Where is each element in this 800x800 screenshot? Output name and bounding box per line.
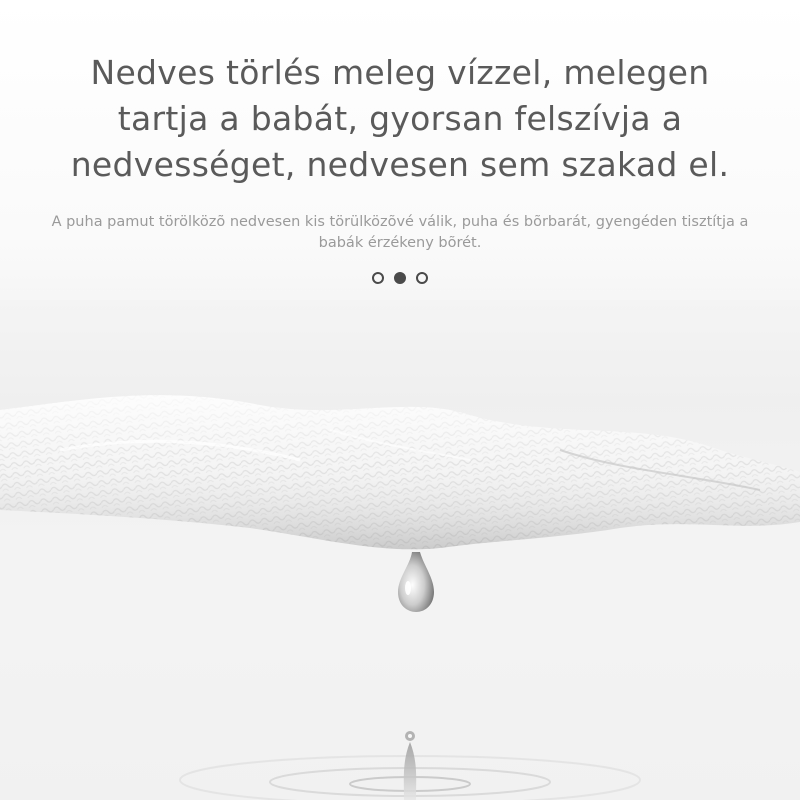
towel-water-drop-image <box>0 300 800 800</box>
subtext: A puha pamut törölközõ nedvesen kis törülközõvé válik, puha és bõrbarát, gyengéden tisztítja a babák érzékeny bõrét. <box>51 214 749 251</box>
carousel-indicators <box>0 270 800 286</box>
carousel-dot-1[interactable] <box>372 272 384 284</box>
carousel-dot-3[interactable] <box>416 272 428 284</box>
carousel-dot-2[interactable] <box>394 272 406 284</box>
headline: Nedves törlés meleg vízzel, melegen tartja a babát, gyorsan felszívja a nedvességet, nedvesen sem szakad el. <box>70 53 730 184</box>
